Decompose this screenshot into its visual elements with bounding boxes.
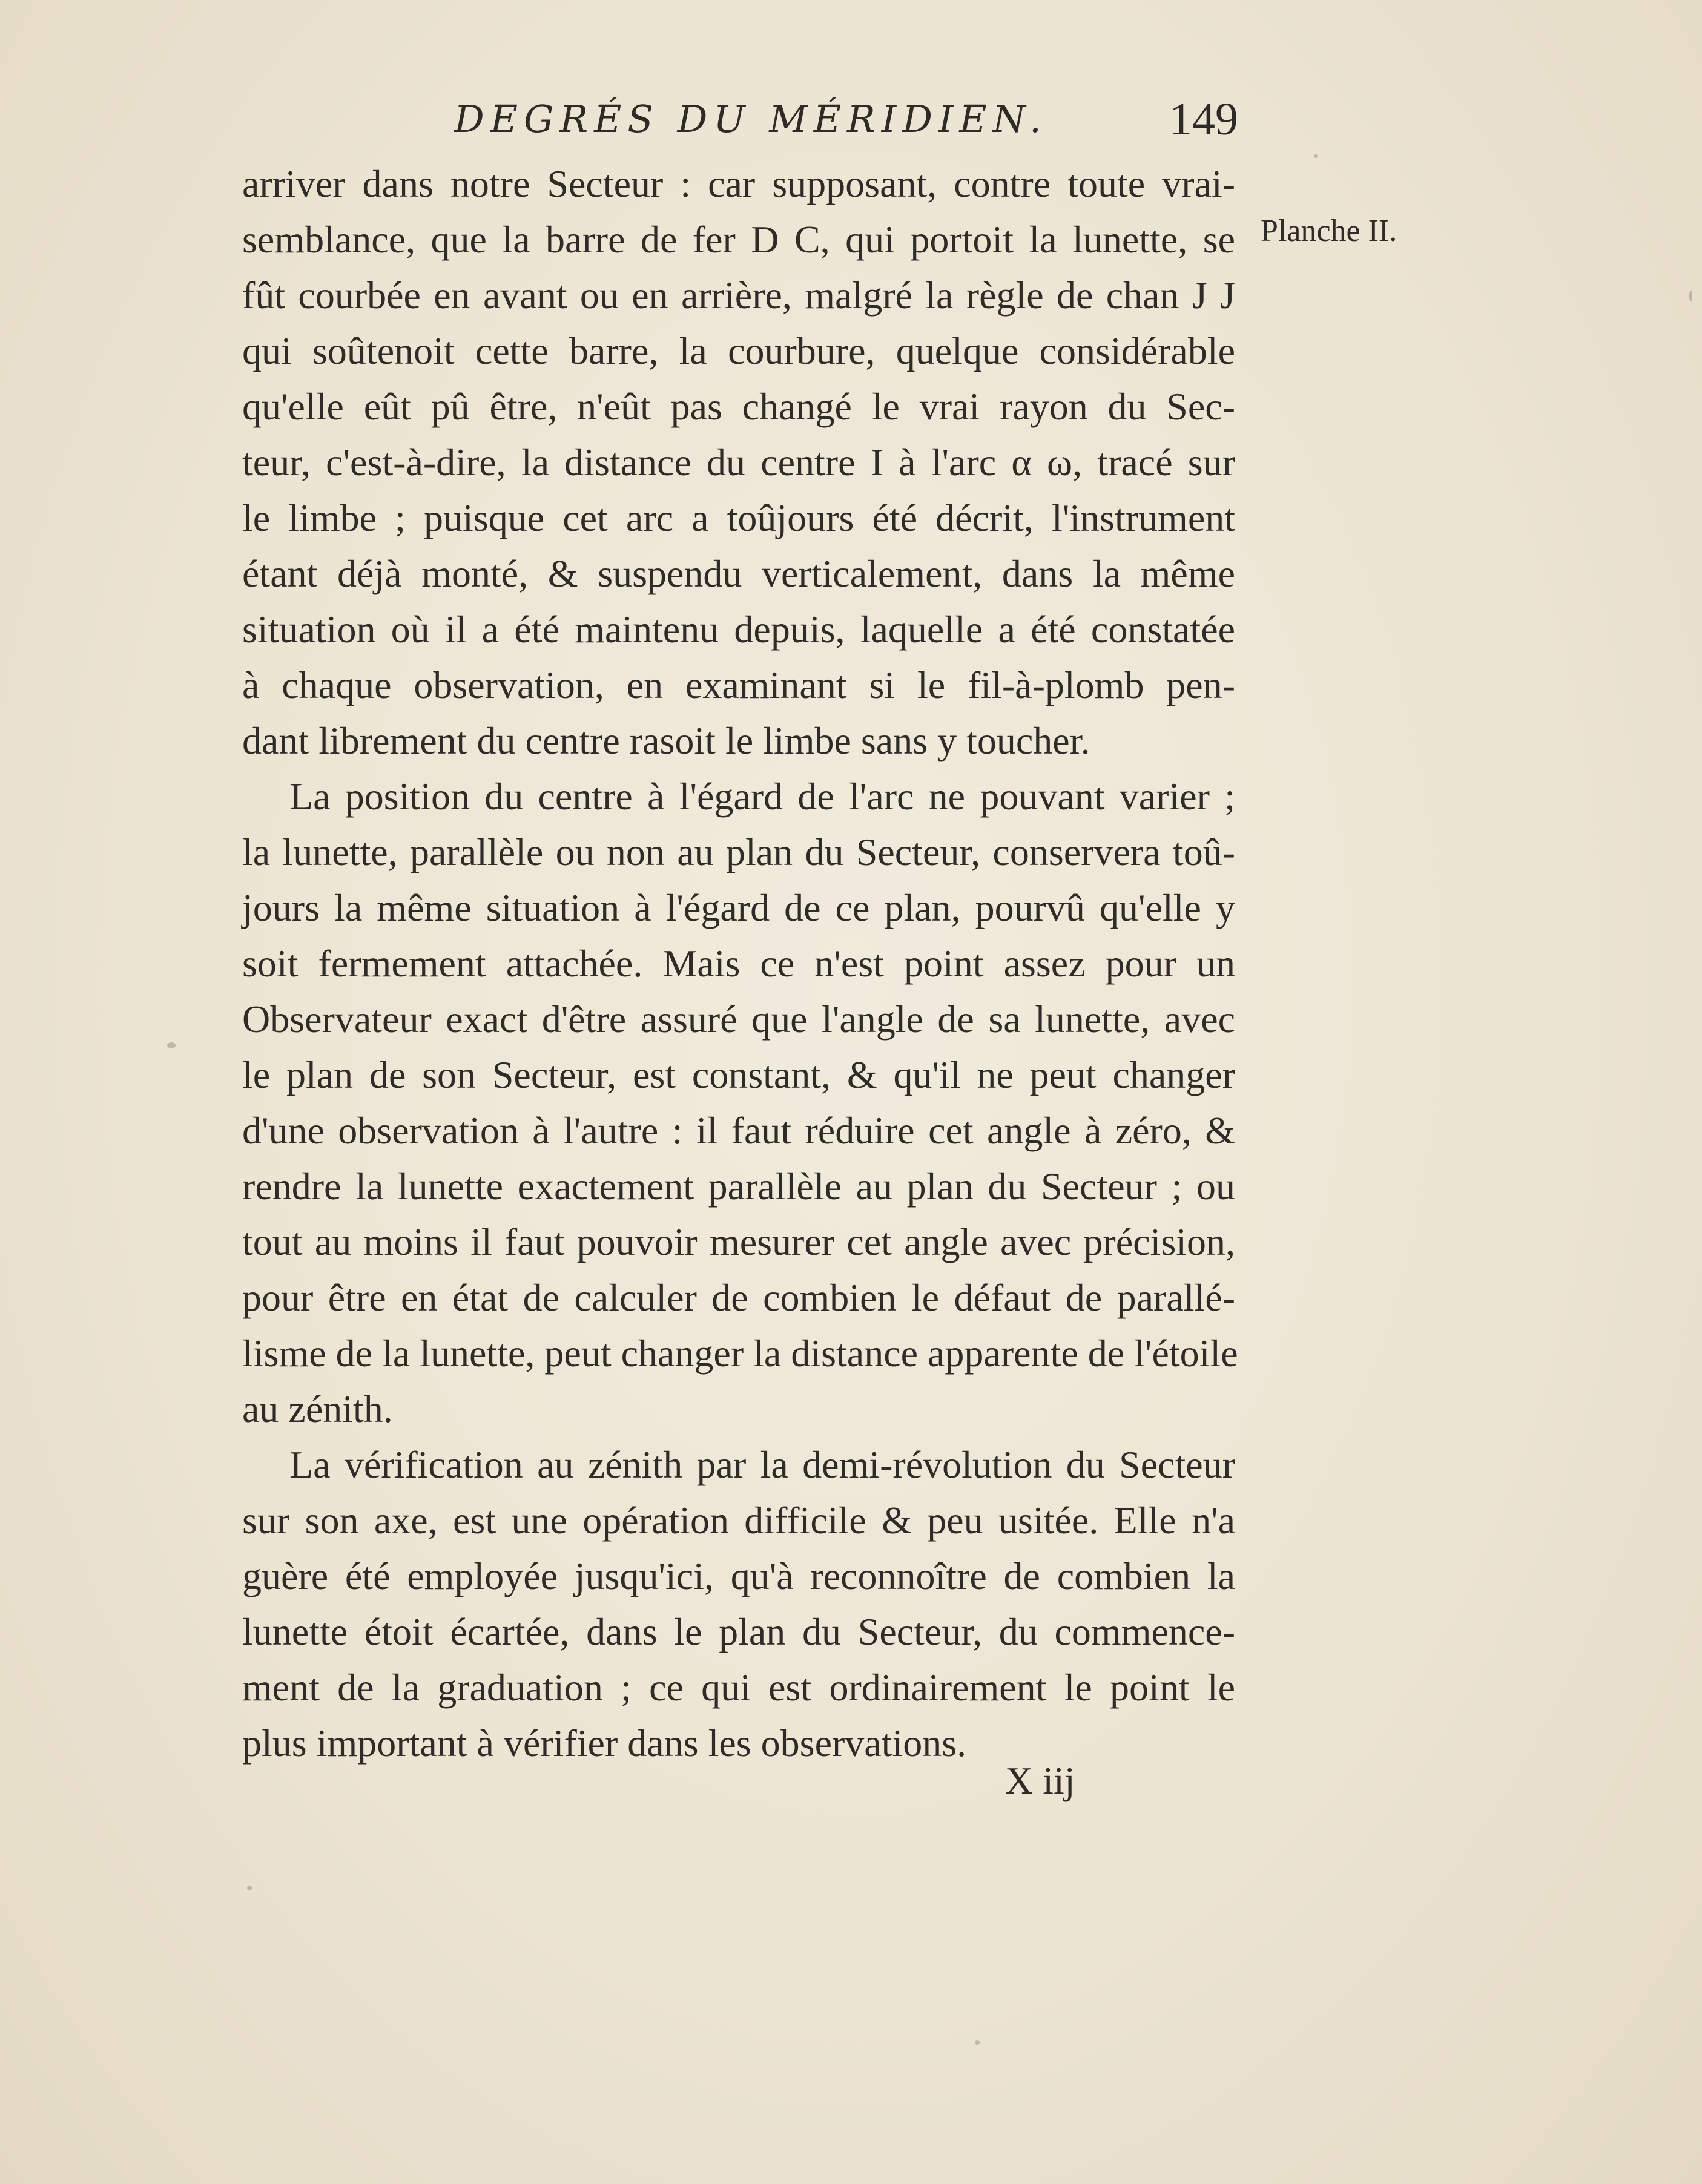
text-line: tout au moins il faut pouvoir mesurer cet angle avec précision, bbox=[242, 1220, 1235, 1263]
running-title: DEGRÉS DU MÉRIDIEN. bbox=[454, 97, 1047, 141]
text-line: La position du centre à l'égard de l'arc ne pouvant varier ; bbox=[289, 775, 1235, 818]
text-line: situation où il a été maintenu depuis, laquelle a été constatée bbox=[242, 608, 1235, 651]
text-line: guère été employée jusqu'ici, qu'à reconnoître de combien la bbox=[242, 1554, 1235, 1597]
paper-speck bbox=[247, 1886, 252, 1890]
text-line: arriver dans notre Secteur : car supposant, contre toute vrai- bbox=[242, 162, 1235, 205]
text-line: d'une observation à l'autre : il faut réduire cet angle à zéro, & bbox=[242, 1109, 1235, 1152]
page-number: 149 bbox=[1169, 94, 1238, 145]
text-line: qu'elle eût pû être, n'eût pas changé le vrai rayon du Sec- bbox=[242, 385, 1235, 428]
paper-speck bbox=[975, 2040, 980, 2045]
text-line: à chaque observation, en examinant si le fil-à-plomb pen- bbox=[242, 663, 1235, 706]
margin-note-plate-reference: Planche II. bbox=[1261, 214, 1397, 248]
text-line: le plan de son Secteur, est constant, & qu'il ne peut changer bbox=[242, 1053, 1235, 1096]
running-head bbox=[436, 91, 1238, 151]
text-line: la lunette, parallèle ou non au plan du Secteur, conservera toû- bbox=[242, 831, 1235, 873]
text-line: soit fermement attachée. Mais ce n'est point assez pour un bbox=[242, 942, 1235, 985]
text-line: dant librement du centre rasoit le limbe sans y toucher. bbox=[242, 719, 1090, 762]
text-line: lisme de la lunette, peut changer la distance apparente de l'étoile bbox=[242, 1332, 1238, 1375]
signature-mark: X iij bbox=[1005, 1759, 1075, 1802]
text-line: Observateur exact d'être assuré que l'angle de sa lunette, avec bbox=[242, 998, 1235, 1041]
text-line: pour être en état de calculer de combien le défaut de parallé- bbox=[242, 1276, 1235, 1319]
paper-speck bbox=[1314, 154, 1318, 158]
text-line: plus important à vérifier dans les observations. bbox=[242, 1722, 967, 1765]
text-line: teur, c'est-à-dire, la distance du centre I à l'arc α ω, tracé sur bbox=[242, 441, 1235, 484]
text-line: au zénith. bbox=[242, 1387, 393, 1430]
text-line: jours la même situation à l'égard de ce plan, pourvû qu'elle y bbox=[242, 886, 1235, 929]
paper-speck bbox=[1689, 291, 1692, 301]
body-text bbox=[242, 156, 1238, 1771]
text-line: qui soûtenoit cette barre, la courbure, quelque considérable bbox=[242, 329, 1235, 372]
text-line: lunette étoit écartée, dans le plan du Secteur, du commence- bbox=[242, 1610, 1235, 1653]
text-line: fût courbée en avant ou en arrière, malgré la règle de chan J J bbox=[242, 274, 1235, 317]
text-line: sur son axe, est une opération difficile & peu usitée. Elle n'a bbox=[242, 1499, 1235, 1542]
text-line: rendre la lunette exactement parallèle au plan du Secteur ; ou bbox=[242, 1165, 1235, 1208]
paper-speck bbox=[167, 1042, 176, 1048]
text-line: le limbe ; puisque cet arc a toûjours été décrit, l'instrument bbox=[242, 496, 1235, 539]
text-line: La vérification au zénith par la demi-révolution du Secteur bbox=[289, 1443, 1235, 1486]
text-line: étant déjà monté, & suspendu verticalement, dans la même bbox=[242, 552, 1235, 595]
text-line: ment de la graduation ; ce qui est ordinairement le point le bbox=[242, 1666, 1235, 1709]
text-line: semblance, que la barre de fer D C, qui portoit la lunette, se bbox=[242, 218, 1235, 261]
